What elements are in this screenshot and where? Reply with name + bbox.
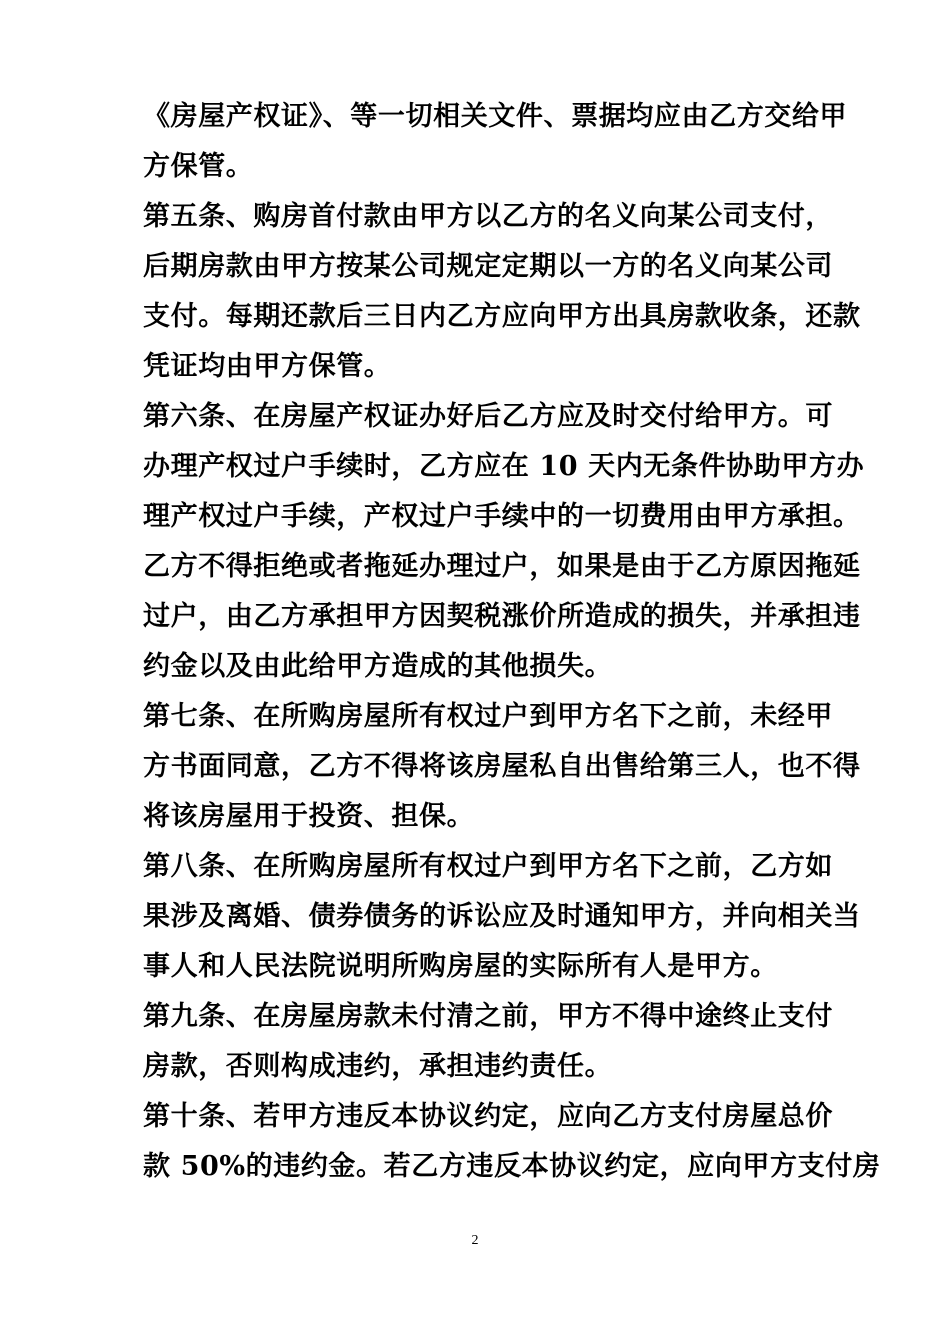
text-line: 过户，由乙方承担甲方因契税涨价所造成的损失，并承担违 [143,601,861,632]
text-line: 办理产权过户手续时，乙方应在 10 天内无条件协助甲方办 [143,451,865,482]
text-line: 理产权过户手续，产权过户手续中的一切费用由甲方承担。 [143,501,861,532]
text-line: 方保管。 [143,151,254,182]
clause-10-line: 第十条、若甲方违反本协议约定，应向乙方支付房屋总价 [143,1101,833,1132]
text-line: 后期房款由甲方按某公司规定定期以一方的名义向某公司 [143,251,833,282]
text-line: 凭证均由甲方保管。 [143,351,392,382]
clause-5-line: 第五条、购房首付款由甲方以乙方的名义向某公司支付， [143,201,833,232]
clause-8-line: 第八条、在所购房屋所有权过户到甲方名下之前，乙方如 [143,851,833,882]
text-line: 约金以及由此给甲方造成的其他损失。 [143,651,613,682]
text-line: 乙方不得拒绝或者拖延办理过户，如果是由于乙方原因拖延 [143,551,861,582]
text-line: 《房屋产权证》、等一切相关文件、票据均应由乙方交给甲 [143,101,848,132]
text-line: 款 50%的违约金。若乙方违反本协议约定，应向甲方支付房 [143,1151,881,1182]
text-line: 支付。每期还款后三日内乙方应向甲方出具房款收条，还款 [143,301,861,332]
page-number: 2 [471,1233,479,1248]
clause-7-line: 第七条、在所购房屋所有权过户到甲方名下之前，未经甲 [143,701,833,732]
text-line: 果涉及离婚、债券债务的诉讼应及时通知甲方，并向相关当 [143,901,861,932]
text-line: 方书面同意，乙方不得将该房屋私自出售给第三人，也不得 [143,751,861,782]
clause-6-line: 第六条、在房屋产权证办好后乙方应及时交付给甲方。可 [143,401,833,432]
text-line: 将该房屋用于投资、担保。 [143,801,475,832]
clause-9-line: 第九条、在房屋房款未付清之前，甲方不得中途终止支付 [143,1001,833,1032]
text-line: 事人和人民法院说明所购房屋的实际所有人是甲方。 [143,951,778,982]
text-line: 房款，否则构成违约，承担违约责任。 [143,1051,613,1082]
